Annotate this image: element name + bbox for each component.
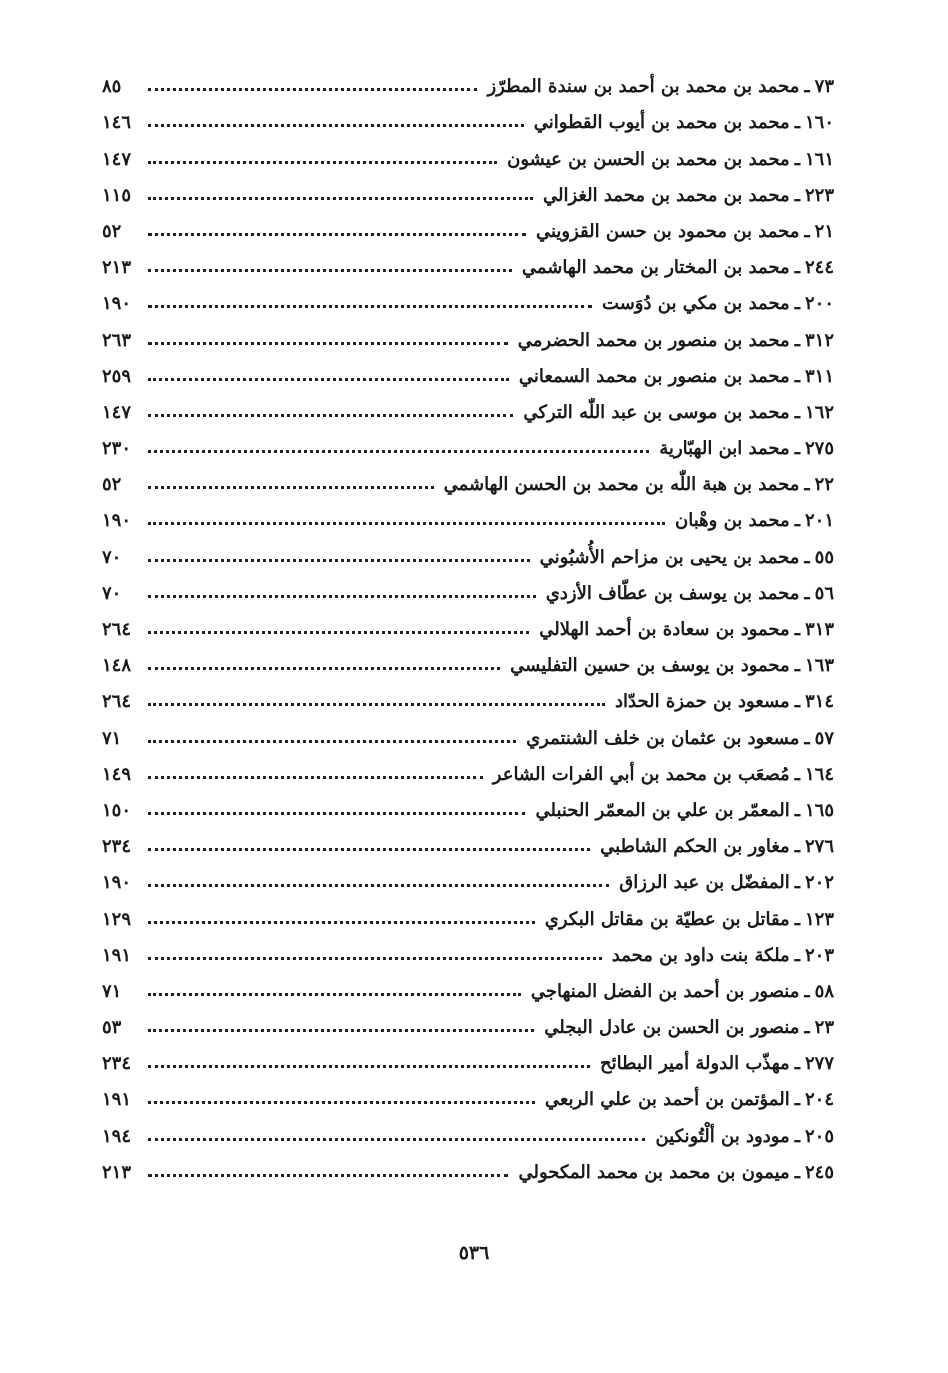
index-entry	[102, 929, 834, 965]
entry-page-ref: ٧١	[102, 727, 122, 749]
entry-number: ٢٠٤	[804, 1089, 834, 1111]
entry-name: محمد بن المختار بن محمد الهاشمي	[521, 257, 790, 279]
entry-number: ٣١٢	[804, 329, 834, 351]
entry-page-ref: ٨٥	[102, 76, 122, 98]
entry-number: ١٦٣	[804, 655, 834, 677]
entry-name: محمد بن منصور بن محمد الحضرمي	[517, 329, 790, 351]
entry-name: محمد بن يحيى بن مزاحم الأُشبُوني	[539, 546, 800, 568]
entry-separator: ـ	[794, 1161, 800, 1183]
leader-dots	[148, 1101, 535, 1104]
entry-name: المفضّل بن عبد الرزاق	[619, 872, 790, 894]
entry-name: ملكة بنت داود بن محمد	[611, 944, 790, 966]
entry-separator: ـ	[804, 220, 810, 242]
entry-separator: ـ	[794, 799, 800, 821]
leader-dots	[148, 161, 497, 164]
index-entry	[102, 1146, 834, 1182]
entry-separator: ـ	[804, 474, 810, 496]
entry-separator: ـ	[804, 546, 810, 568]
entry-number: ٢٠٢	[804, 872, 834, 894]
entry-name: مقاتل بن عطيّة بن مقاتل البكري	[544, 908, 790, 930]
index-entry	[102, 386, 834, 422]
entry-name: محمد بن مكي بن دُوَست	[602, 293, 790, 315]
leader-dots	[148, 233, 526, 236]
leader-dots	[148, 776, 483, 779]
leader-dots	[148, 848, 590, 851]
entry-page-ref: ١٤٧	[102, 148, 132, 170]
leader-dots	[148, 342, 508, 345]
entry-separator: ـ	[794, 510, 800, 532]
entry-page-ref: ١١٥	[102, 184, 132, 206]
index-entry	[102, 458, 834, 494]
entry-number: ١٦٤	[804, 763, 834, 785]
index-entry	[102, 241, 834, 277]
index-entry	[102, 530, 834, 566]
leader-dots	[148, 703, 605, 706]
entry-separator: ـ	[794, 293, 800, 315]
entry-separator: ـ	[794, 438, 800, 460]
leader-dots	[148, 450, 649, 453]
entry-page-ref: ١٩١	[102, 1089, 132, 1111]
entry-page-ref: ١٩١	[102, 944, 132, 966]
entry-separator: ـ	[794, 872, 800, 894]
index-entries-list	[102, 60, 834, 1182]
entry-separator: ـ	[794, 619, 800, 640]
entry-page-ref: ١٤٧	[102, 401, 132, 423]
entry-number: ٢٧٦	[804, 836, 834, 858]
entry-page-ref: ٢١٣	[102, 257, 132, 279]
entry-name: محمود بن يوسف بن حسين التفليسي	[510, 655, 790, 677]
entry-name: محمد بن موسى بن عبد اللّٰه التركي	[523, 401, 790, 423]
entry-page-ref: ١٤٨	[102, 655, 132, 677]
index-entry	[102, 675, 834, 711]
entry-separator: ـ	[794, 365, 800, 387]
entry-name: ميمون بن محمد بن محمد المكحولي	[518, 1161, 790, 1183]
entry-page-ref: ١٤٩	[102, 763, 132, 785]
entry-separator: ـ	[804, 582, 810, 604]
entry-separator: ـ	[794, 1125, 800, 1147]
entry-number: ١٦١	[804, 148, 834, 170]
leader-dots	[148, 993, 521, 996]
entry-name: مغاور بن الحكم الشاطبي	[600, 836, 790, 858]
entry-number: ٢٤٤	[804, 257, 834, 279]
entry-page-ref: ١٩٠	[102, 510, 132, 532]
entry-page-ref: ٧٠	[102, 582, 122, 604]
entry-name: محمد بن محمد بن الحسن بن عيشون	[507, 148, 790, 170]
index-entry	[102, 567, 834, 603]
index-entry	[102, 784, 834, 820]
leader-dots	[148, 921, 535, 924]
entry-separator: ـ	[794, 257, 800, 279]
entry-number: ٥٦	[814, 582, 834, 604]
leader-dots	[148, 378, 509, 381]
index-entry	[102, 350, 834, 386]
leader-dots	[148, 559, 530, 562]
entry-number: ١٦٠	[804, 112, 834, 134]
index-entry	[102, 60, 834, 96]
entry-name: مسعود بن حمزة الحدّاد	[615, 691, 790, 713]
leader-dots	[148, 197, 533, 200]
index-entry	[102, 277, 834, 313]
index-entry	[102, 313, 834, 349]
entry-name: مسعود بن عثمان بن خلف الشنتمري	[526, 727, 800, 749]
leader-dots	[148, 667, 500, 670]
entry-number: ٣١٣	[804, 619, 834, 640]
entry-separator: ـ	[804, 727, 810, 749]
entry-name: مودود بن ألْتُونكين	[655, 1125, 790, 1147]
entry-name: محمد بن محمد بن محمد الغزالي	[543, 184, 790, 206]
entry-number: ١٢٣	[804, 908, 834, 930]
index-entry	[102, 169, 834, 205]
entry-separator: ـ	[794, 184, 800, 206]
entry-page-ref: ٢٦٤	[102, 619, 132, 640]
entry-page-ref: ٥٢	[102, 220, 122, 242]
entry-separator: ـ	[794, 401, 800, 423]
index-entry	[102, 892, 834, 928]
entry-page-ref: ٥٣	[102, 1017, 122, 1039]
entry-number: ٢٣	[814, 1017, 834, 1039]
index-entry	[102, 1037, 834, 1073]
index-entry	[102, 1001, 834, 1037]
entry-page-ref: ١٩٤	[102, 1125, 132, 1147]
entry-number: ٣١٤	[804, 691, 834, 713]
entry-number: ٢٠٣	[804, 944, 834, 966]
entry-number: ٢٠١	[804, 510, 834, 532]
entry-page-ref: ٥٢	[102, 474, 122, 496]
index-entry	[102, 96, 834, 132]
entry-name: منصور بن أحمد بن الفضل المنهاجي	[530, 980, 800, 1002]
entry-name: محمد بن منصور بن محمد السمعاني	[518, 365, 790, 387]
index-entry	[102, 1073, 834, 1109]
entry-name: مهذّب الدولة أمير البطائح	[600, 1053, 790, 1075]
index-entry	[102, 639, 834, 675]
entry-separator: ـ	[804, 980, 810, 1002]
entry-page-ref: ١٤٦	[102, 112, 132, 134]
entry-number: ١٦٢	[804, 401, 834, 423]
leader-dots	[148, 1174, 508, 1177]
entry-number: ٢١	[814, 220, 834, 242]
index-entry	[102, 748, 834, 784]
entry-page-ref: ١٥٠	[102, 799, 132, 821]
entry-name: المعمّر بن علي بن المعمّر الحنبلي	[535, 799, 790, 821]
entry-separator: ـ	[794, 908, 800, 930]
entry-page-ref: ١٩٠	[102, 293, 132, 315]
entry-number: ٢٤٥	[804, 1161, 834, 1183]
leader-dots	[148, 740, 516, 743]
entry-separator: ـ	[794, 763, 800, 785]
entry-separator: ـ	[804, 1017, 810, 1039]
entry-name: المؤتمن بن أحمد بن علي الربعي	[544, 1089, 790, 1111]
entry-separator: ـ	[794, 944, 800, 966]
entry-name: محمد بن هبة اللّٰه بن محمد بن الحسن الهاشمي	[443, 474, 800, 496]
entry-separator: ـ	[794, 1089, 800, 1111]
entry-number: ٥٥	[814, 546, 834, 568]
entry-name: محمد بن يوسف بن عطّاف الأزدي	[545, 582, 800, 604]
entry-separator: ـ	[794, 691, 800, 713]
leader-dots	[148, 812, 525, 815]
entry-separator: ـ	[804, 76, 810, 98]
leader-dots	[148, 1029, 534, 1032]
entry-page-ref: ٧٠	[102, 546, 122, 568]
leader-dots	[148, 305, 592, 308]
leader-dots	[148, 1138, 645, 1141]
entry-page-ref: ٢٣٤	[102, 1053, 132, 1075]
entry-number: ٢٢٣	[804, 184, 834, 206]
leader-dots	[148, 486, 434, 489]
entry-number: ٢٧٥	[804, 438, 834, 460]
index-entry	[102, 205, 834, 241]
entry-separator: ـ	[794, 1053, 800, 1075]
entry-name: محمد بن وهْبان	[675, 510, 790, 532]
entry-number: ٢٠٠	[804, 293, 834, 315]
index-entry	[102, 711, 834, 747]
entry-name: محمود بن سعادة بن أحمد الهلالي	[539, 619, 790, 640]
entry-page-ref: ٢١٣	[102, 1161, 132, 1183]
leader-dots	[148, 957, 602, 960]
entry-number: ٥٨	[814, 980, 834, 1002]
entry-name: محمد بن محمد بن أيوب القطواني	[533, 112, 790, 134]
entry-number: ٥٧	[814, 727, 834, 749]
entry-page-ref: ٢٣٠	[102, 438, 132, 460]
leader-dots	[148, 1065, 590, 1068]
entry-number: ٢٢	[814, 474, 834, 496]
index-entry	[102, 132, 834, 168]
entry-number: ٢٠٥	[804, 1125, 834, 1147]
index-entry	[102, 1109, 834, 1145]
leader-dots	[148, 522, 665, 525]
entry-separator: ـ	[794, 836, 800, 858]
page-number: ٥٣٦	[458, 1242, 490, 1264]
entry-page-ref: ٢٦٤	[102, 691, 132, 713]
entry-name: محمد بن محمد بن أحمد بن سندة المطرّز	[487, 76, 800, 98]
entry-name: محمد بن محمود بن حسن القزويني	[535, 220, 800, 242]
index-entry	[102, 820, 834, 856]
entry-page-ref: ٢٦٣	[102, 329, 132, 351]
index-entry	[102, 422, 834, 458]
entry-name: مُصعَب بن محمد بن أبي الفرات الشاعر	[492, 763, 790, 785]
entry-separator: ـ	[794, 148, 800, 170]
entry-page-ref: ٢٥٩	[102, 365, 132, 387]
leader-dots	[148, 88, 477, 91]
entry-name: منصور بن الحسن بن عادل البجلي	[544, 1017, 800, 1039]
index-entry	[102, 494, 834, 530]
entry-separator: ـ	[794, 655, 800, 677]
entry-number: ٢٧٧	[804, 1053, 834, 1075]
leader-dots	[148, 124, 524, 127]
index-entry	[102, 856, 834, 892]
leader-dots	[148, 595, 536, 598]
entry-number: ١٦٥	[804, 799, 834, 821]
entry-page-ref: ٢٣٤	[102, 836, 132, 858]
leader-dots	[148, 414, 513, 417]
entry-page-ref: ١٢٩	[102, 908, 132, 930]
leader-dots	[148, 631, 529, 634]
index-entry	[102, 965, 834, 1001]
leader-dots	[148, 269, 512, 272]
entry-number: ٣١١	[804, 365, 834, 387]
entry-separator: ـ	[794, 112, 800, 134]
entry-separator: ـ	[794, 329, 800, 351]
leader-dots	[148, 884, 609, 887]
entry-page-ref: ٧١	[102, 980, 122, 1002]
entry-number: ٧٣	[814, 76, 834, 98]
index-entry	[102, 603, 834, 639]
entry-page-ref: ١٩٠	[102, 872, 132, 894]
entry-name: محمد ابن الهبّارية	[659, 438, 790, 460]
